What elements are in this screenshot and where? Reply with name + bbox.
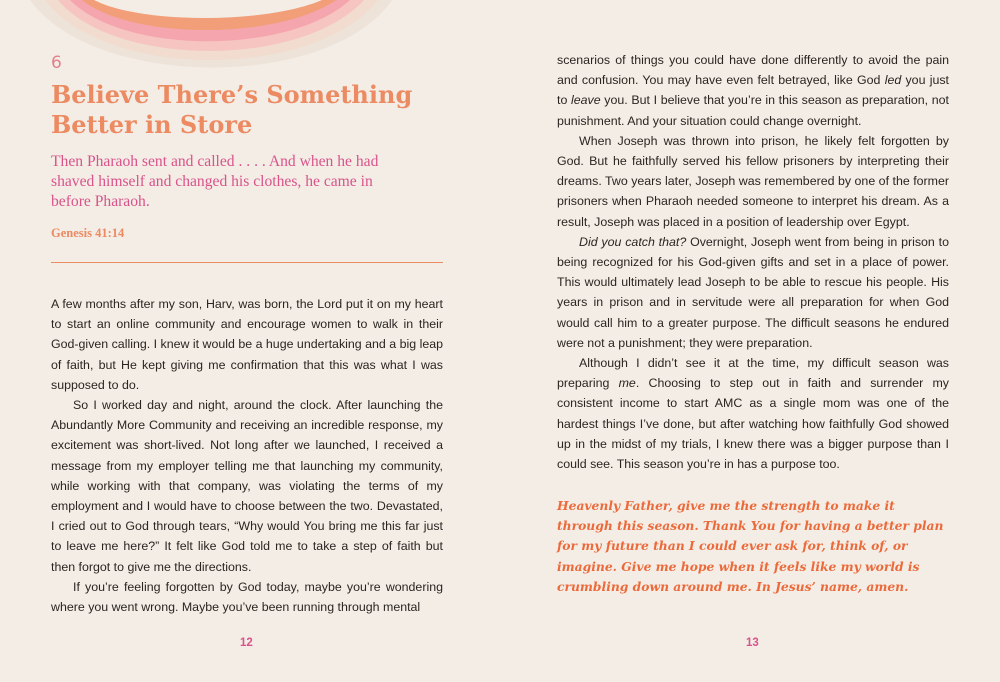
- left-body-text: [51, 294, 443, 617]
- text-run: Although I didn’t see it at the time, my difficult season was preparing: [557, 356, 949, 391]
- paragraph: [557, 232, 949, 353]
- right-body-text: [557, 50, 949, 474]
- emphasis-question: Did you catch that?: [579, 234, 687, 249]
- paragraph: A few months after my son, Harv, was born, the Lord put it on my heart to start an online community and encourage women to walk in their God-given calling. I knew it would be a huge undertaking and a big leap of faith, but He kept giving me confirmation that this was what I was supposed to do.: [51, 297, 443, 392]
- paragraph: If you’re feeling forgotten by God today, maybe you’re wondering where you went wrong. Maybe you’ve been running through mental: [51, 579, 443, 615]
- paragraph: When Joseph was thrown into prison, he likely felt forgotten by God. But he faithfully served his fellow prisoners by interpreting their dreams. Two years later, Joseph was remembered by one of the former prisoners when Pharaoh needed someone to interpret his dream. As a result, Joseph was placed in a position of leadership over Egypt.: [557, 133, 949, 229]
- page-number: 12: [240, 637, 253, 649]
- epigraph-reference: Genesis 41:14: [51, 226, 125, 240]
- right-page: [500, 0, 1000, 682]
- emphasis-leave: leave: [571, 93, 601, 108]
- text-run: you just to: [557, 73, 949, 108]
- text-run: . Choosing to step out in faith and surrender my consistent income to start AMC as a single mom was one of the hardest things I’ve done, but after watching how faithfully God showed up in the midst of my trials, I knew there was a bigger purpose than I could see. This season you’re in has a purpose too.: [557, 376, 949, 472]
- text-run: scenarios of things you could have done differently to avoid the pain and confusion. You may have even felt betrayed, like God: [557, 53, 949, 88]
- paragraph: [557, 50, 949, 131]
- epigraph-quote: Then Pharaoh sent and called . . . . And when he had shaved himself and changed his clothes, he came in before Pharaoh.: [51, 153, 379, 210]
- prayer: Heavenly Father, give me the strength to make it through this season. Thank You for having a better plan for my future than I could ever ask for, think of, or imagine. Give me hope when it feels like my world is crumbling down around me. In Jesus’ name, amen.: [557, 498, 944, 594]
- emphasis-led: led: [884, 73, 902, 88]
- divider-rule: [51, 262, 443, 263]
- chapter-title: Believe There’s Something Better in Store: [51, 80, 413, 139]
- paragraph: [557, 353, 949, 474]
- text-run: Overnight, Joseph went from being in prison to being recognized for his God-given gifts and set in a place of power. This would ultimately lead Joseph to be able to rescue his people. His years in prison and in servitude were all preparation for when God would call him to a greater purpose. The difficult seasons he endured were not a punishment; they were preparation.: [557, 234, 949, 350]
- page-number: 13: [746, 637, 759, 649]
- text-run: you. But I believe that you’re in this season as preparation, not punishment. And your situation could change overnight.: [557, 93, 949, 128]
- paragraph: So I worked day and night, around the clock. After launching the Abundantly More Community and receiving an incredible response, my excitement was short-lived. Not long after we launched, I received a message from my employer telling me that launching my community, while working with that company, was violating the terms of my employment and I would have to choose between the two. Devastated, I cried out to God through tears, “Why would You bring me this far just to leave me here?” It felt like God told me to take a step of faith but then forgot to give me the directions.: [51, 398, 443, 574]
- chapter-number: 6: [51, 53, 62, 73]
- emphasis-me: me: [618, 376, 636, 391]
